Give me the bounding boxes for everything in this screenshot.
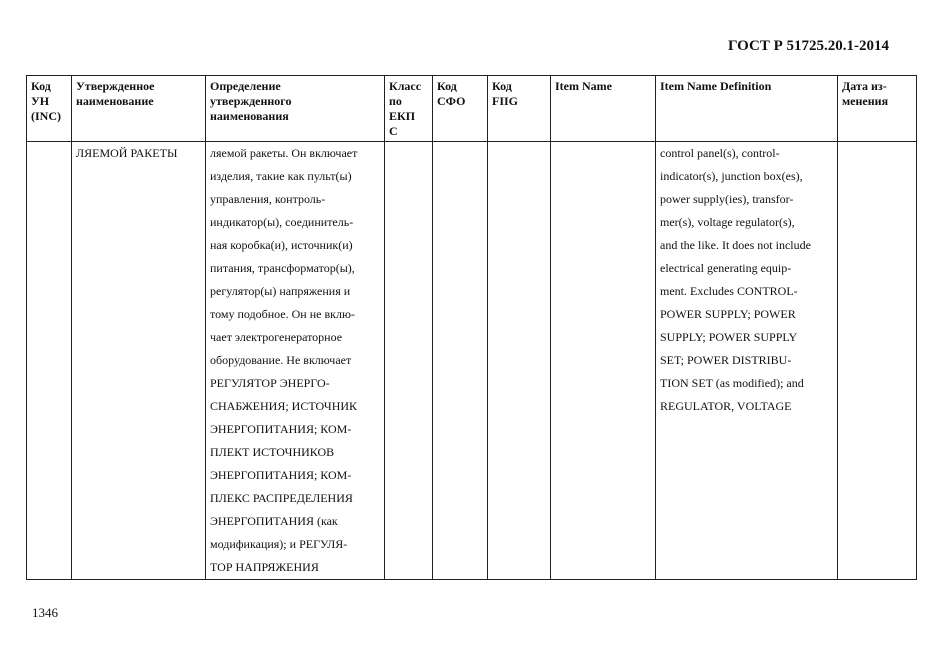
header-line: Дата из- xyxy=(842,79,887,93)
text-line: SET; POWER DISTRIBU- xyxy=(660,353,792,367)
header-line: ЕКП xyxy=(389,109,416,123)
text-line: REGULATOR, VOLTAGE xyxy=(660,399,792,413)
cell-code-un xyxy=(27,142,72,580)
text-line: регулятор(ы) напряжения и xyxy=(210,284,351,298)
cell-code-sfo xyxy=(433,142,488,580)
text-line: тому подобное. Он не вклю- xyxy=(210,307,355,321)
text-line: оборудование. Не включает xyxy=(210,353,352,367)
text-line: РЕГУЛЯТОР ЭНЕРГО- xyxy=(210,376,330,390)
header-line: Код xyxy=(31,79,51,93)
text-line: чает электрогенераторное xyxy=(210,330,343,344)
text-line: СНАБЖЕНИЯ; ИСТОЧНИК xyxy=(210,399,358,413)
header-change-date xyxy=(838,76,917,142)
header-line: менения xyxy=(842,94,889,108)
text-line: ная коробка(и), источник(и) xyxy=(210,238,353,252)
header-line: Класс xyxy=(389,79,422,93)
text-line: изделия, такие как пульт(ы) xyxy=(210,169,352,183)
document-title: ГОСТ Р 51725.20.1-2014 xyxy=(727,38,889,54)
text-line: ПЛЕКС РАСПРЕДЕЛЕНИЯ xyxy=(210,491,353,505)
header-line: СФО xyxy=(437,94,466,108)
text-line: ПЛЕКТ ИСТОЧНИКОВ xyxy=(210,445,335,459)
text-line: управления, контроль- xyxy=(210,192,326,206)
text-line: TION SET (as modified); and xyxy=(660,376,804,390)
text-line: ЭНЕРГОПИТАНИЯ (как xyxy=(210,514,338,528)
text-line: ТОР НАПРЯЖЕНИЯ xyxy=(210,560,319,574)
text-line: electrical generating equip- xyxy=(660,261,792,275)
header-line: наименования xyxy=(210,109,289,123)
header-line: наименование xyxy=(76,94,154,108)
header-line: по xyxy=(389,94,402,108)
text-line: mer(s), voltage regulator(s), xyxy=(660,215,795,229)
table-row xyxy=(27,142,917,580)
page-number: 1346 xyxy=(32,605,58,620)
header-item-name-definition xyxy=(656,76,838,142)
cell-item-name-definition xyxy=(656,142,838,580)
header-line: Утвержденное xyxy=(76,79,155,93)
text-line: SUPPLY; POWER SUPPLY xyxy=(660,330,798,344)
cell-change-date xyxy=(838,142,917,580)
text-line: POWER SUPPLY; POWER xyxy=(660,307,796,321)
cell-item-name xyxy=(551,142,656,580)
header-line: FIIG xyxy=(492,94,519,108)
text-line: индикатор(ы), соединитель- xyxy=(210,215,354,229)
header-line: Item Name xyxy=(555,79,612,93)
table-header-row xyxy=(27,76,917,142)
header-item-name xyxy=(551,76,656,142)
nomenclature-table xyxy=(26,75,917,580)
text-line: power supply(ies), transfor- xyxy=(660,192,794,206)
header-line: Item Name Definition xyxy=(660,79,772,93)
header-code-fiig xyxy=(488,76,551,142)
header-class-ekps xyxy=(385,76,433,142)
header-approved-name xyxy=(72,76,206,142)
text-line: ЭНЕРГОПИТАНИЯ; КОМ- xyxy=(210,468,352,482)
text-line: control panel(s), control- xyxy=(660,146,780,160)
cell-definition xyxy=(206,142,385,580)
text-line: ЭНЕРГОПИТАНИЯ; КОМ- xyxy=(210,422,352,436)
text-line: ment. Excludes CONTROL- xyxy=(660,284,798,298)
cell-approved-name: ЛЯЕМОЙ РАКЕТЫ xyxy=(72,142,206,580)
header-line: Определение xyxy=(210,79,281,93)
header-code-un xyxy=(27,76,72,142)
header-line: Код xyxy=(492,79,512,93)
header-line: утвержденного xyxy=(210,94,292,108)
header-definition xyxy=(206,76,385,142)
text-line: ляемой ракеты. Он включает xyxy=(210,146,358,160)
header-line: (INC) xyxy=(31,109,61,123)
cell-code-fiig xyxy=(488,142,551,580)
header-line: С xyxy=(389,124,398,138)
text-line: питания, трансформатор(ы), xyxy=(210,261,355,275)
cell-class-ekps xyxy=(385,142,433,580)
header-line: Код xyxy=(437,79,457,93)
header-code-sfo xyxy=(433,76,488,142)
text-line: indicator(s), junction box(es), xyxy=(660,169,803,183)
header-line: УН xyxy=(31,94,50,108)
text-line: and the like. It does not include xyxy=(660,238,811,252)
text-line: модификация); и РЕГУЛЯ- xyxy=(210,537,348,551)
